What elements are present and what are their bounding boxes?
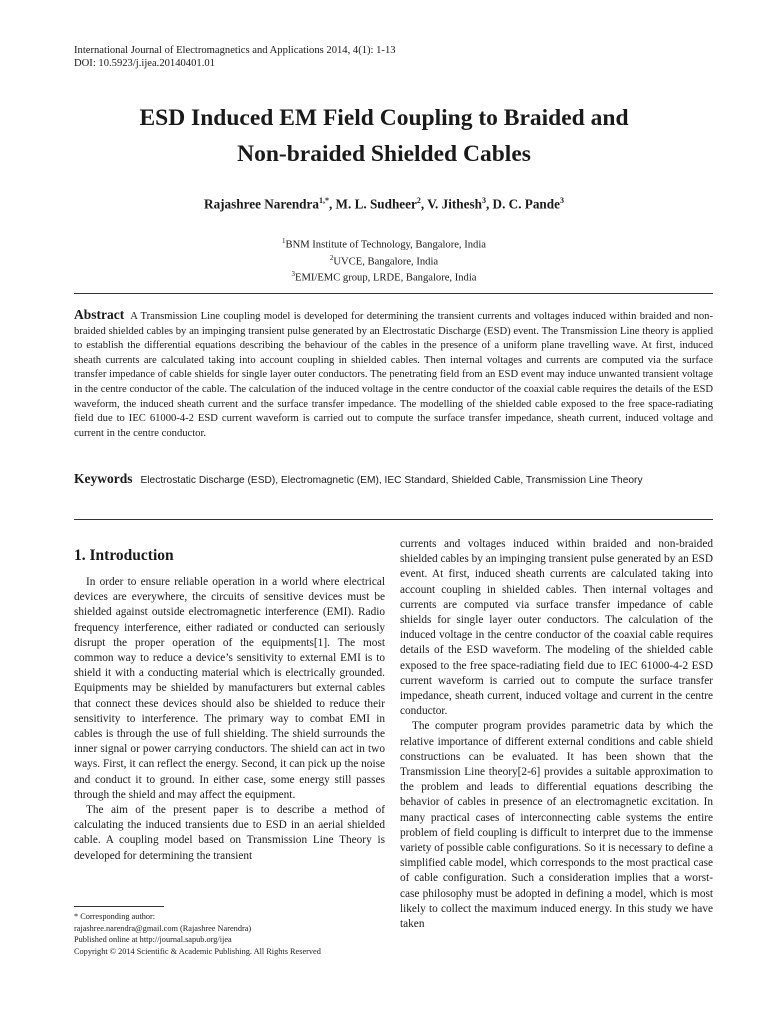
affiliation-sup: 2 xyxy=(329,253,334,262)
corresponding-email: rajashree.narendra@gmail.com (Rajashree Narendra) xyxy=(74,923,252,933)
keywords-heading: Keywords xyxy=(74,471,133,486)
abstract-heading: Abstract xyxy=(74,307,125,322)
keywords xyxy=(74,472,713,488)
author-separator: , xyxy=(485,196,493,212)
author-sup: 3 xyxy=(481,196,486,205)
affiliation-item xyxy=(60,252,708,269)
keywords-text: Electrostatic Discharge (ESD), Electromagnetic (EM), IEC Standard, Shielded Cable, Transmission Line Theory xyxy=(140,475,643,486)
author-separator: , xyxy=(420,196,428,212)
author-separator: , xyxy=(328,196,336,212)
affiliation-text: UVCE, Bangalore, India xyxy=(333,256,439,268)
affiliation-sup: 1 xyxy=(282,237,286,245)
affiliation-text: EMI/EMC group, LRDE, Bangalore, India xyxy=(294,272,477,284)
title-line-1: ESD Induced EM Field Coupling to Braided and xyxy=(139,105,629,131)
abstract-text: A Transmission Line coupling model is developed for determining the transient currents and voltages induced within braided and non-braided shielded cables by an impinging transient pulse generated by an Electrostatic Discharge (ESD) event. The Transmission Line theory is applied to establish the differential equations describing the behaviour of the cables in the presence of a uniform plane travelling wave. At first, induced sheath currents are calculated taking into account coupling in shielded cables. Then internal voltages and currents are computed via the surface transfer impedance of cable shields for single layer outer conductors. The penetrating field from an ESD event may induce unwanted transient voltage in the centre conductor of the cable. The calculation of the induced voltage in the centre conductor of the coaxial cable requires the details of the ESD waveform, the induced sheath current and the surface transfer impedance. The modelling of the shielded cable exposed to the free space-radiating field due to IEC 61000-4-2 ESD current waveform is carried out to compute the surface transfer impedance, sheath current, induced voltage and current in the centre conductor. xyxy=(74,311,713,439)
copyright-line: Copyright © 2014 Scientific & Academic Publishing. All Rights Reserved xyxy=(74,946,321,956)
corresponding-author-label: * Corresponding author: xyxy=(74,912,156,921)
left-column xyxy=(74,575,385,864)
body-paragraph: currents and voltages induced within braided and non-braided shielded cables by an impinging transient pulse generated by an ESD event. At first, induced sheath currents are calculated taking into account coupling in shielded cables. Then internal voltages and currents are computed via surface transfer impedance of cable shields for single layer outer conductors. The calculation of the induced voltage in the centre conductor of the coaxial cable requires details of the ESD waveform. The modeling of the shielded cable exposed to the free space-radiating field due to IEC 61000-4-2 ESD current waveform is carried out to compute the surface transfer impedance, sheath current, induced voltage and current in the centre conductor. xyxy=(400,538,713,718)
right-column xyxy=(400,537,713,932)
affiliation-item xyxy=(60,268,708,285)
affiliation-sup: 3 xyxy=(291,270,295,279)
author-name: M. L. Sudheer xyxy=(335,196,417,212)
affiliation-text: BNM Institute of Technology, Bangalore, India xyxy=(285,239,486,251)
body-paragraph: In order to ensure reliable operation in a world where electrical devices are everywhere, the circuits of sensitive devices must be shielded against outside electromagnetic interference (EMI). Radio frequency interference, either radiated or conducted can seriously disrupt the proper operation of the equipments[1]. The most common way to reduce a device’s sensitivity to external EMI is to shield it with a conducting material which is electrically grounded. Equipments may be shielded by manufacturers but external cables that connect these devices should also be shielded to reduce their sensitivity to interference. The primary way to combat EMI in cables is through the use of full shielding. The shield surrounds the inner signal or power carrying conductors. The shield can act in two ways. First, it can reflect the energy. Second, it can pick up the noise and conduct it to ground. In either case, some energy still passes through the shield and may affect the equipment. xyxy=(74,576,385,801)
title-line-2: Non-braided Shielded Cables xyxy=(237,141,531,167)
affiliation-list xyxy=(60,235,708,285)
top-divider xyxy=(74,293,713,294)
abstract xyxy=(74,308,713,441)
author-name: Rajashree Narendra xyxy=(204,196,319,212)
published-online: Published online at http://journal.sapub.org/ijea xyxy=(74,935,232,945)
section-heading: 1. Introduction xyxy=(74,547,174,564)
author-list xyxy=(60,196,708,212)
footnote-divider xyxy=(74,906,164,907)
journal-header xyxy=(74,44,396,70)
author-name: D. C. Pande xyxy=(492,196,560,212)
paper-title xyxy=(60,100,708,172)
author-name: V. Jithesh xyxy=(427,196,482,212)
doi-line: DOI: 10.5923/j.ijea.20140401.01 xyxy=(74,58,215,69)
author-sup: 1,* xyxy=(318,196,329,205)
journal-citation: International Journal of Electromagnetics and Applications 2014, 4(1): 1-13 xyxy=(74,45,396,56)
footnotes xyxy=(74,911,385,957)
author-sup: 2 xyxy=(416,196,421,205)
bottom-divider xyxy=(74,519,713,520)
affiliation-item xyxy=(60,235,708,252)
body-paragraph: The aim of the present paper is to describe a method of calculating the induced transients due to ESD in an aerial shielded cable. A coupling model based on Transmission Line Theory is developed for determining the transient xyxy=(74,804,385,862)
author-sup: 3 xyxy=(559,196,564,205)
body-paragraph: The computer program provides parametric data by which the relative importance of different external conditions and cable shield constructions can be evaluated. It has been shown that the Transmission Line theory[2-6] provides a suitable approximation to the problem and leads to differential equations describing the behavior of cables in presence of an electromagnetic excitation. In many practical cases of interconnecting cable systems the entire problem of field coupling is difficult to interpret due to the immense variety of possible cable configurations. So it is necessary to define a simplified cable model, which corresponds to the most practical case of cable configuration. Such a consideration implies that a worst-case philosophy must be adopted in defining a model, which is most likely to collect the maximum induced energy. In this study we have taken xyxy=(400,720,713,931)
